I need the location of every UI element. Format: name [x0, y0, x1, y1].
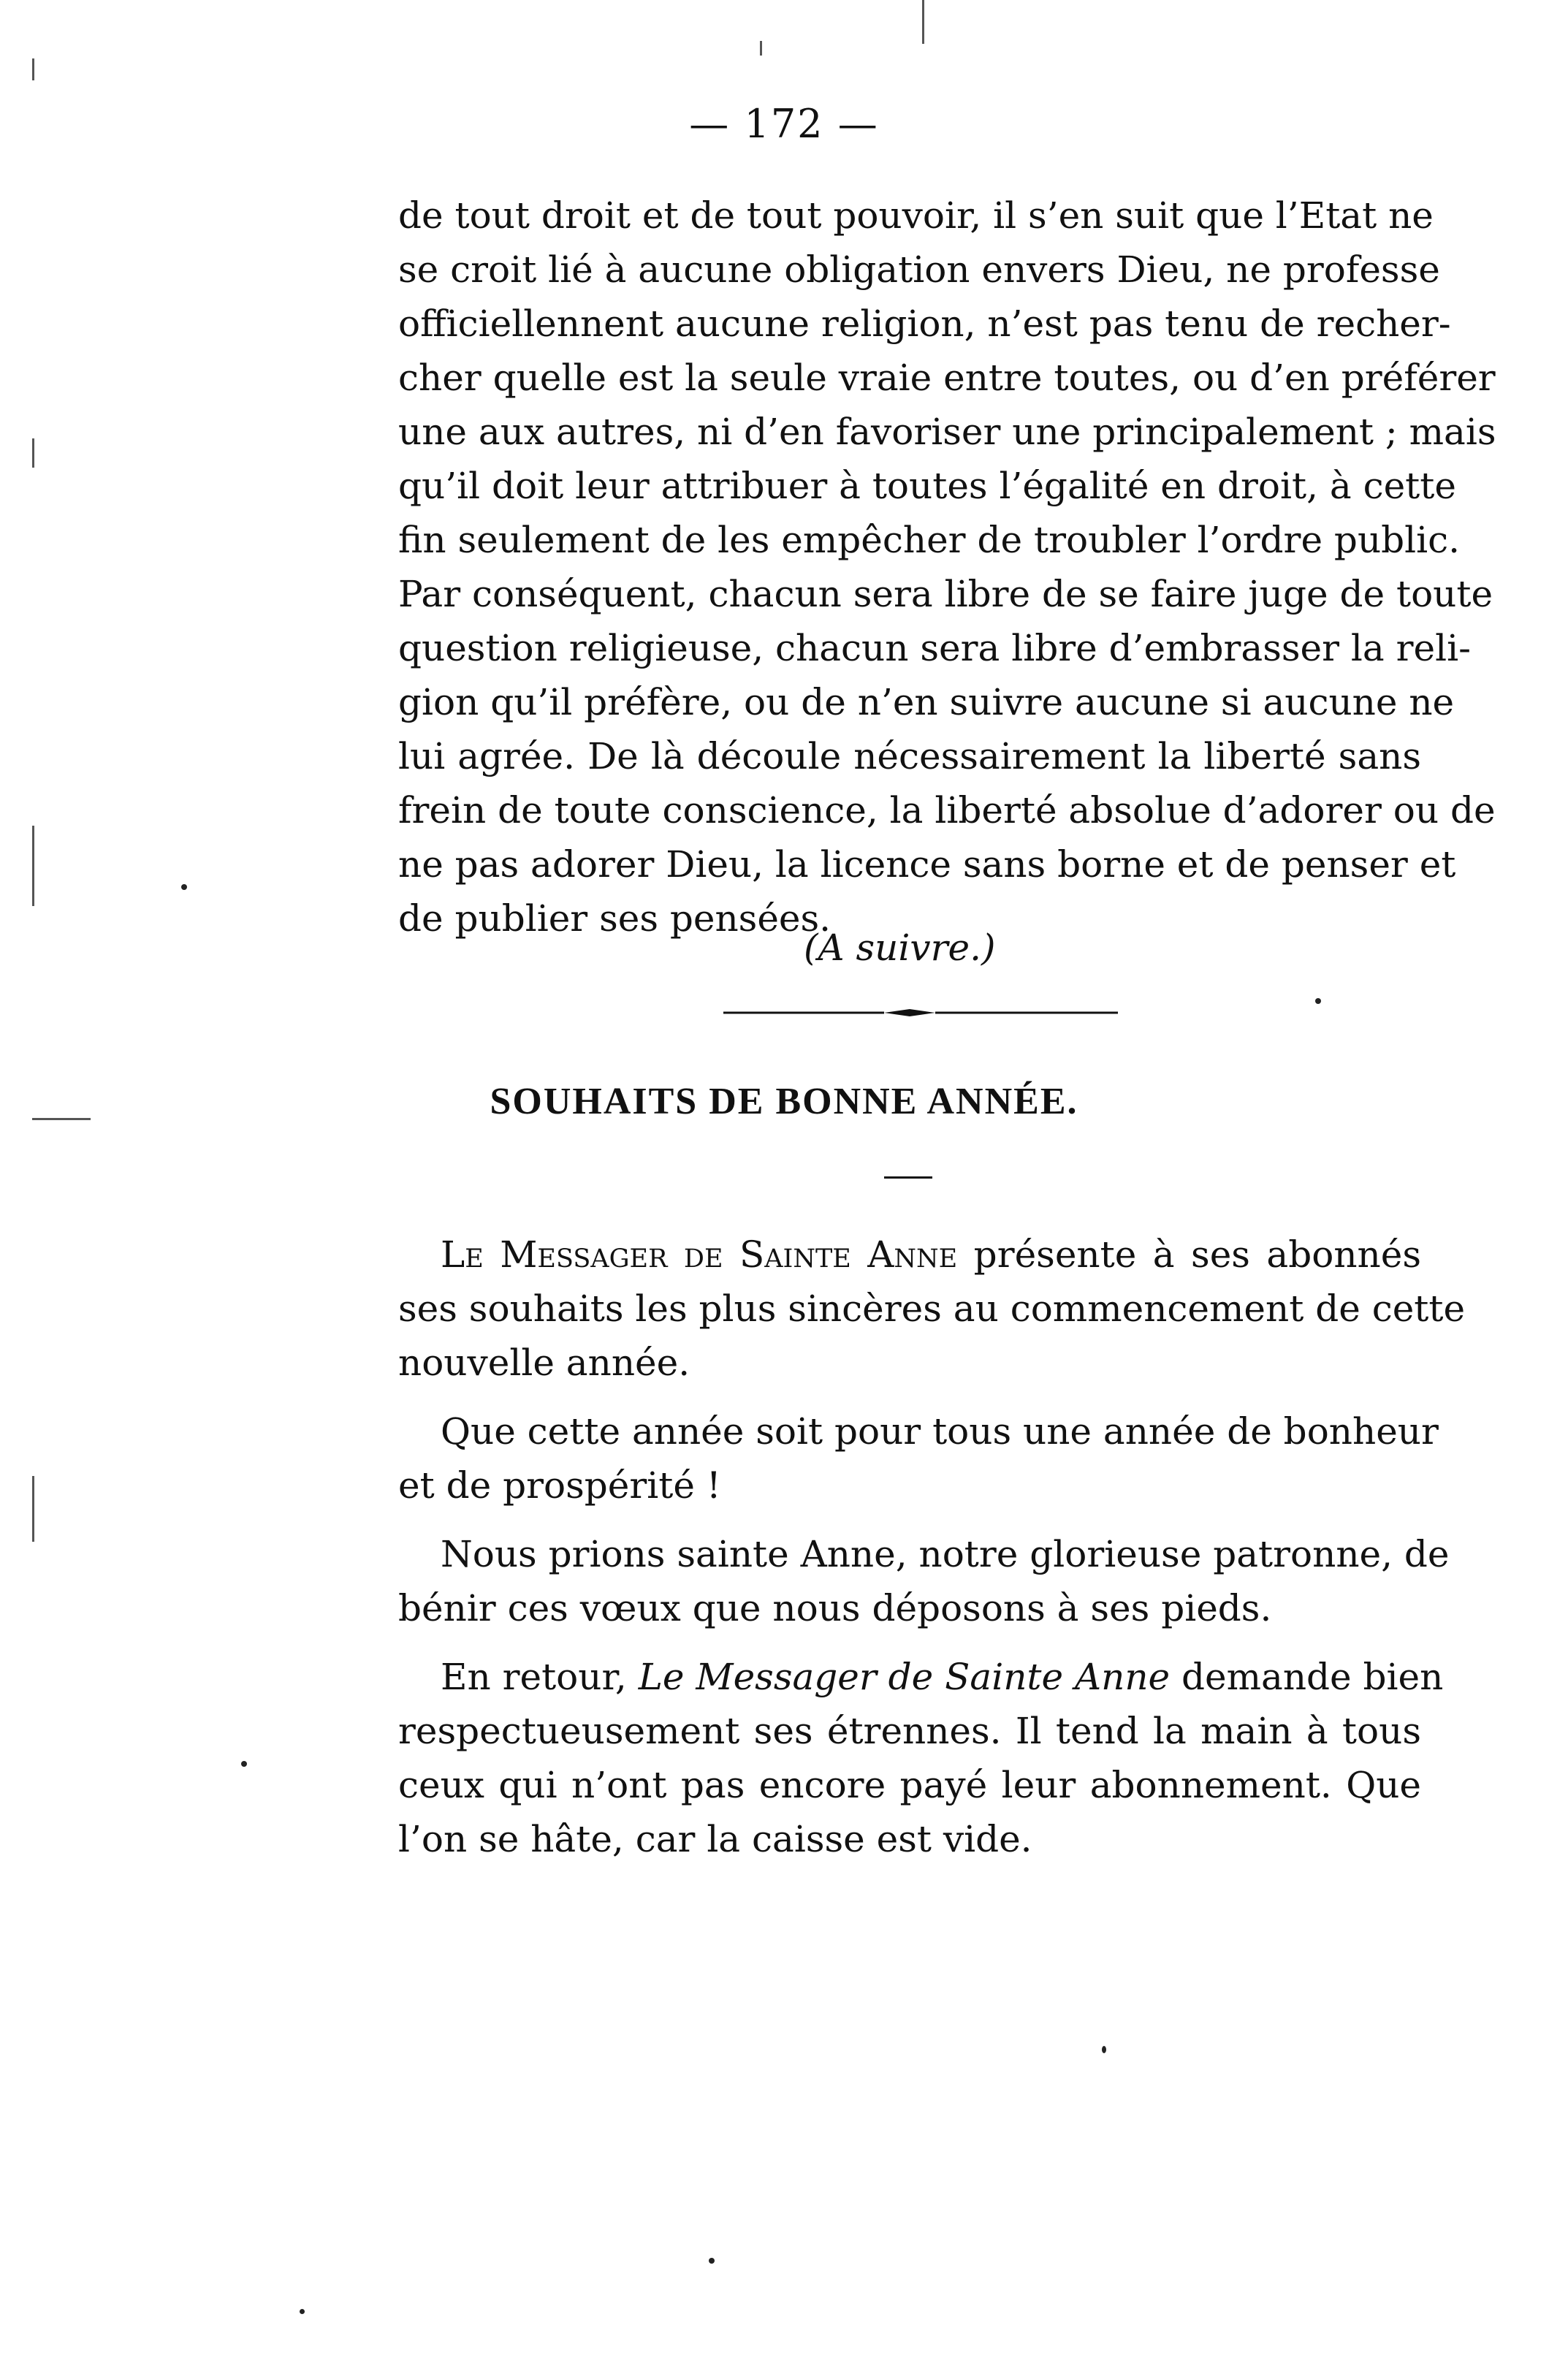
paragraph: [398, 1228, 1466, 1390]
scan-speck: [300, 2309, 305, 2314]
paragraph: [398, 1527, 1450, 1635]
text-line: frein de toute conscience, la liberté absolue d’adorer ou de: [398, 789, 1496, 832]
text-line: et de prospérité !: [398, 1464, 721, 1507]
title-rule: [884, 1176, 932, 1179]
text-segment: demande bien: [1170, 1656, 1444, 1698]
section-divider-ornament: [723, 1005, 1118, 1020]
page-number: — 172 —: [689, 101, 879, 147]
text-line: lui agrée. De là découle nécessairement la liberté sans: [398, 735, 1421, 777]
scan-speck: [709, 2258, 715, 2264]
publication-name: Le Messager de Sainte Anne: [638, 1656, 1171, 1698]
paragraph: [398, 1650, 1444, 1866]
scan-speck: [1102, 2046, 1106, 2053]
text-line: Que cette année soit pour tous une année de bonheur: [441, 1410, 1439, 1453]
text-line: ne pas adorer Dieu, la licence sans borne et de penser et: [398, 843, 1456, 886]
text-line: fin seulement de les empêcher de troubler l’ordre public.: [398, 519, 1461, 561]
text-line: de tout droit et de tout pouvoir, il s’en suit que l’Etat ne: [398, 194, 1434, 237]
text-line: gion qu’il préfère, ou de n’en suivre aucune si aucune ne: [398, 681, 1455, 723]
text-line: qu’il doit leur attribuer à toutes l’égalité en droit, à cette: [398, 465, 1456, 507]
text-line: officiellennent aucune religion, n’est pas tenu de recher-: [398, 303, 1451, 345]
text-line: respectueusement ses étrennes. Il tend la main à tous: [398, 1710, 1421, 1752]
text-line: l’on se hâte, car la caisse est vide.: [398, 1818, 1032, 1860]
new-year-wishes-text: [398, 1228, 1466, 1881]
text-line: de publier ses pensées.: [398, 897, 831, 940]
text-line: Nous prions sainte Anne, notre glorieuse patronne, de: [441, 1533, 1450, 1575]
to-be-continued-note: (A suivre.): [804, 927, 996, 969]
paragraph: [398, 1404, 1439, 1513]
scan-speck: [181, 884, 187, 890]
scan-edge-mark: [32, 1476, 34, 1542]
scan-edge-mark: [32, 438, 34, 468]
scan-edge-mark: [32, 58, 34, 80]
text-line: [398, 1650, 1444, 1704]
text-line: [398, 1228, 1421, 1282]
scan-speck: [1315, 998, 1321, 1004]
text-line: ceux qui n’ont pas encore payé leur abonnement. Que: [398, 1764, 1421, 1806]
text-line: question religieuse, chacun sera libre d’embrasser la reli-: [398, 627, 1471, 669]
scan-edge-mark: [922, 0, 924, 44]
publication-name: Le Messager de Sainte Anne: [441, 1233, 958, 1276]
text-line: nouvelle année.: [398, 1342, 690, 1384]
text-line: cher quelle est la seule vraie entre toutes, ou d’en préférer: [398, 357, 1496, 399]
text-line: ses souhaits les plus sincères au commencement de cette: [398, 1287, 1466, 1330]
text-line: une aux autres, ni d’en favoriser une principalement ; mais: [398, 411, 1496, 453]
scan-speck: [241, 1761, 247, 1767]
text-segment: En retour,: [441, 1656, 639, 1698]
text-segment: présente à ses abonnés: [957, 1233, 1421, 1276]
continued-article-text: [398, 189, 1496, 946]
scan-edge-mark: [32, 1118, 91, 1120]
text-line: Par conséquent, chacun sera libre de se faire juge de toute: [398, 573, 1493, 615]
text-line: bénir ces vœux que nous déposons à ses pieds.: [398, 1587, 1272, 1629]
text-line: se croit lié à aucune obligation envers Dieu, ne professe: [398, 248, 1440, 291]
section-title: SOUHAITS DE BONNE ANNÉE.: [490, 1081, 1078, 1122]
scan-edge-mark: [32, 826, 34, 906]
scan-edge-mark: [760, 41, 762, 56]
